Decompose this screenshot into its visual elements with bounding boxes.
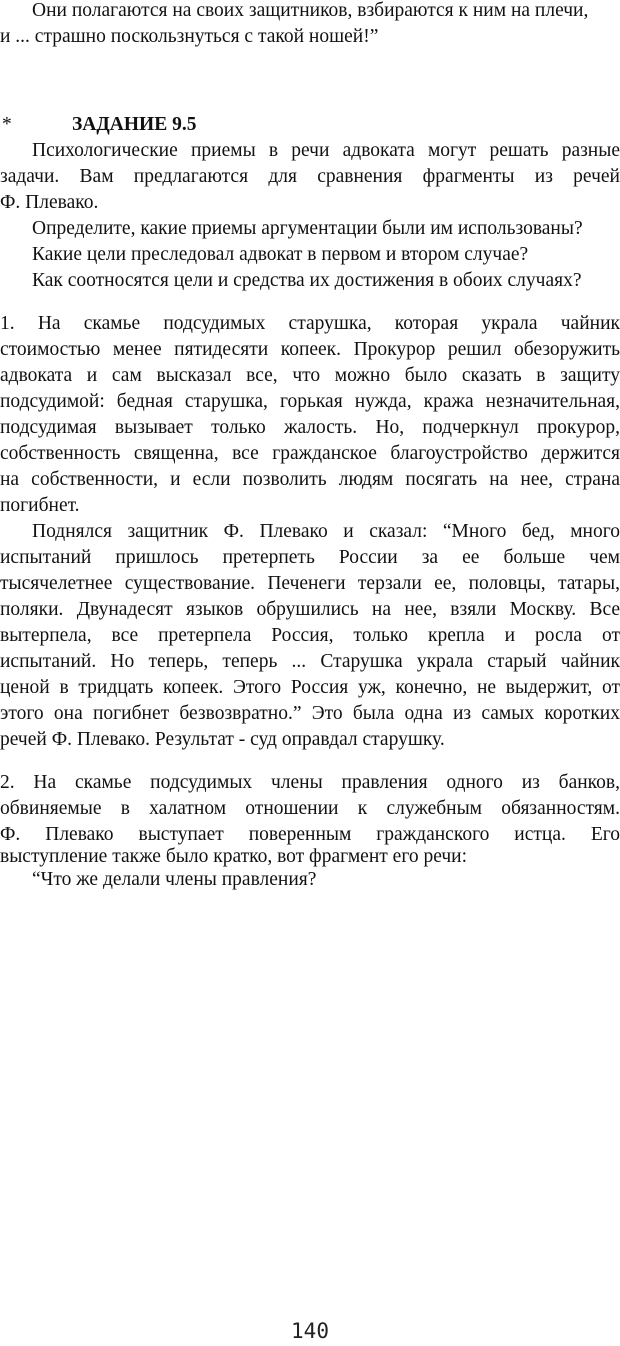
case1-line: подсудимая вызывает только жалость. Но, подчеркнул прокурор,: [0, 417, 620, 438]
case1-speech-line: речей Ф. Плевако. Результат - суд оправдал старушку.: [0, 729, 445, 750]
task-description-line: Ф. Плевако.: [0, 192, 99, 213]
task-question: Как соотносятся цели и средства их достижения в обоих случаях?: [32, 270, 582, 291]
case1-speech-line: испытаний пришлось претерпеть России за ее больше чем: [0, 547, 620, 568]
task-description-line: Психологические приемы в речи адвоката могут решать разные: [32, 140, 620, 161]
case1-line: 1. На скамье подсудимых старушка, которая украла чайник: [0, 313, 620, 334]
case1-line: на собственности, и если позволить людям посягать на нее, страна: [0, 469, 620, 490]
task-heading: [0, 112, 620, 138]
task-description-line: задачи. Вам предлагаются для сравнения фрагменты из речей: [0, 166, 620, 187]
page-number: 140: [291, 1319, 329, 1343]
case1-line: подсудимой: бедная старушка, горькая нужда, кража незначительная,: [0, 391, 620, 412]
case1-speech-line: этого она погибнет безвозвратно.” Это была одна из самых коротких: [0, 703, 620, 724]
intro-line: и ... страшно поскользнуться с такой ношей!”: [0, 26, 379, 47]
case2-line: Ф. Плевако выступает поверенным гражданского истца. Его: [0, 824, 620, 845]
task-title: ЗАДАНИЕ 9.5: [72, 114, 197, 135]
intro-line: Они полагаются на своих защитников, взбираются к ним на плечи,: [32, 0, 589, 21]
case1-line: собственность священна, все гражданское благоустройство держится: [0, 443, 620, 464]
case2-quote-line: “Что же делали члены правления?: [32, 869, 317, 890]
case1-line: адвоката и сам высказал все, что можно было сказать в защиту: [0, 365, 620, 386]
case2-line: выступление также было кратко, вот фрагмент его речи:: [0, 846, 468, 867]
case2-line: обвиняемые в халатном отношении к служебным обязанностям.: [0, 798, 620, 819]
task-question: Какие цели преследовал адвокат в первом и втором случае?: [32, 244, 529, 265]
case2-line: 2. На скамье подсудимых члены правления одного из банков,: [0, 772, 620, 793]
case1-line: погибнет.: [0, 495, 80, 516]
case1-speech-line: ценой в тридцать копеек. Этого Россия уж, конечно, не выдержит, от: [0, 677, 620, 698]
case1-speech-line: поляки. Двунадесят языков обрушились на нее, взяли Москву. Все: [0, 599, 620, 620]
task-marker: *: [2, 114, 12, 135]
case1-speech-line: тысячелетнее существование. Печенеги терзали ее, половцы, татары,: [0, 573, 620, 594]
case1-speech-line: вытерпела, все претерпела Россия, только крепла и росла от: [0, 625, 620, 646]
case1-line: стоимостью менее пятидесяти копеек. Прокурор решил обезоружить: [0, 339, 620, 360]
case1-speech-line: испытаний. Но теперь, теперь ... Старушка украла старый чайник: [0, 651, 620, 672]
case1-speech-line: Поднялся защитник Ф. Плевако и сказал: “Много бед, много: [32, 521, 620, 542]
task-question: Определите, какие приемы аргументации были им использованы?: [32, 218, 583, 239]
